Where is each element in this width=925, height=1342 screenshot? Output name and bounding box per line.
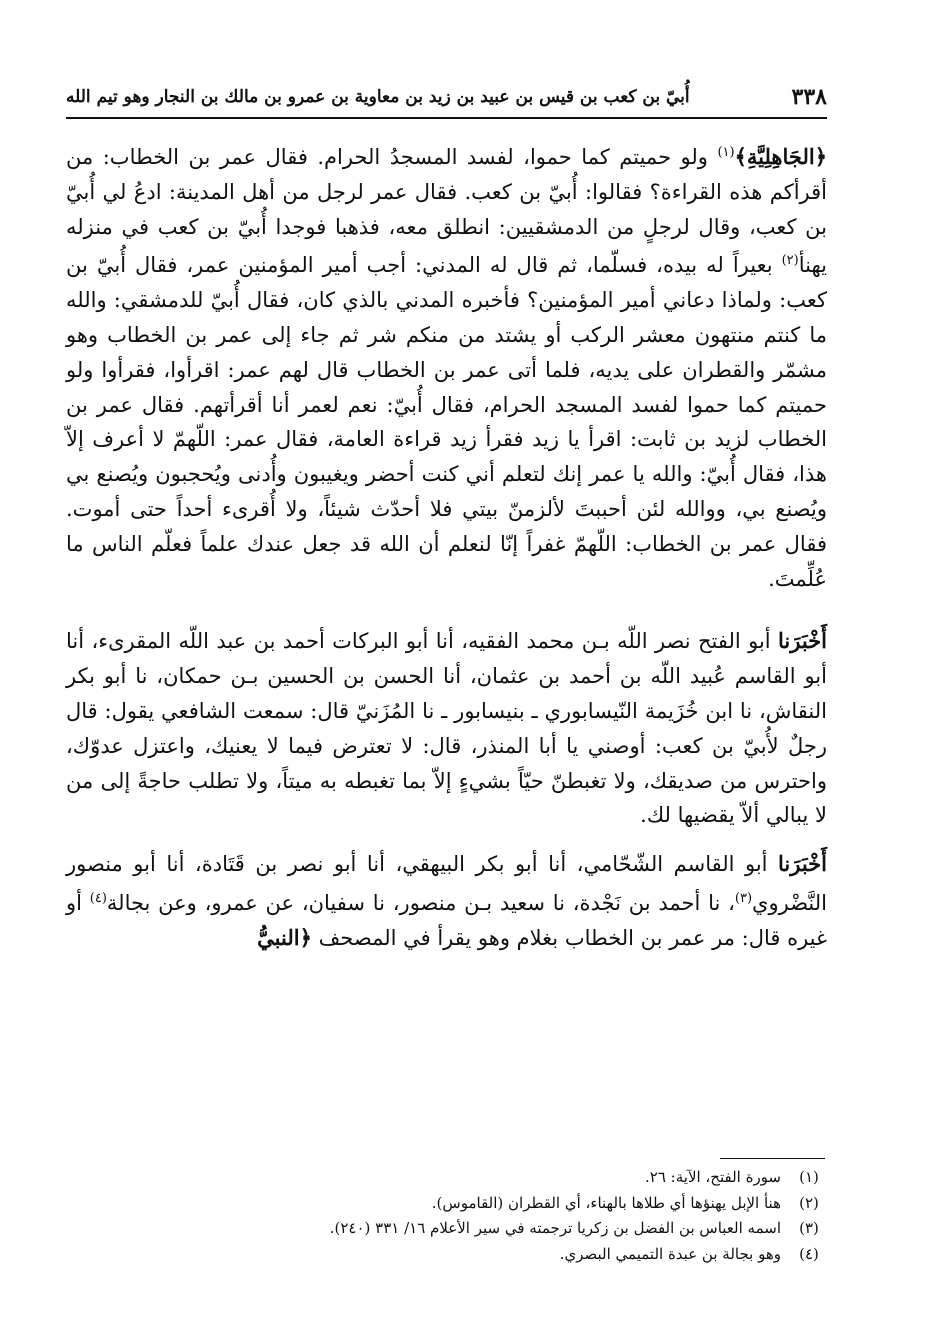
running-title: أُبيّ بن كعب بن قيس بن عبيد بن زيد بن معاوية بن عمرو بن مالك بن النجار وهو تيم الله	[66, 87, 690, 107]
akhbarana-keyword: أَخْبَرَنا	[778, 628, 827, 654]
footnote-1	[150, 1165, 827, 1191]
paragraph-2	[66, 624, 827, 833]
footnote-text: اسمه العباس بن الفضل بن زكريا ترجمته في سير الأعلام ١٦/ ٣٣١ (٢٤٠).	[329, 1219, 781, 1237]
footnote-text: وهو بجالة بن عبدة التميمي البصري.	[559, 1244, 781, 1263]
quran-quote: ﴿النبيُّ	[257, 924, 312, 950]
footnote-2	[150, 1191, 827, 1217]
paragraph-1	[66, 136, 827, 596]
header-divider	[66, 117, 827, 119]
footnote-4	[150, 1242, 827, 1268]
paragraph-3	[66, 847, 827, 955]
footnote-ref-1: (١)	[717, 145, 735, 160]
footnote-number: (١)	[799, 1168, 819, 1186]
akhbarana-keyword: أَخْبَرَنا	[778, 851, 827, 877]
quran-quote: ﴿الجَاهِلِيَّةِ﴾	[734, 144, 827, 169]
footnotes	[150, 1165, 827, 1267]
footnote-text: هنأ الإبل يهنؤها أي طلاها بالهناء، أي القطران (القاموس).	[431, 1193, 781, 1212]
paragraph-2-text: أبو الفتح نصر اللّه بـن محمد الفقيه، أنا أبو البركات أحمد بن عبد اللّه المقرىء، أنا أبو القاسم عُبيد اللّه بن أحمد بن عثمان، أنا الحسن بن الحسين بـن حمكان، نا أبو بكر النقاش، نا ابن خُزَيمة النّيسابوري ـ بنيسابور ـ نا المُزَنيّ قال: سمعت الشافعي يقول: قال رجلٌ لأُبيّ بن كعب: أوصني يا أبا المنذر، قال: لا تعترض فيما لا يعنيك، واعتزل عدوّك، واحترس من صديقك، ولا تغبطنّ حيّاً بشيءٍ إلاّ بما تغبطه به ميتاً، ولا تطلب حاجةً إلى من لا يبالي ألاّ يقضيها لك.	[66, 629, 827, 828]
paragraph-3-text-a: أبو القاسم الشّحّامي، أنا أبو بكر البيهقي، أنا أبو نصر بن قَتَادة، أنا أبو منصور النَّضْروي	[66, 852, 827, 915]
page-number: ٣٣٨	[791, 84, 827, 110]
paragraph-3-text-c: أو غيره قال: مر عمر بن الخطاب بغلام وهو يقرأ في المصحف	[66, 890, 827, 950]
footnote-divider	[720, 1158, 825, 1159]
paragraph-1-text-a: ولو حميتم كما حموا، لفسد المسجدُ الحرام. فقال عمر بن الخطاب: من أقرأكم هذه القراءة؟ فقالوا: أُبيّ بن كعب. فقال عمر لرجل من أهل المدينة: ادعُ لي أُبيّ بن كعب، وقال لرجلٍ من الدمشقيين: انطلق معه، فذهبا فوجدا أُبيّ بن كعب في منزله يهنأ	[66, 145, 827, 278]
paragraph-1-text-b: بعيراً له بيده، فسلّما، ثم قال له المدني: أجب أمير المؤمنين عمر، فقال أُبيّ بن كعب: ولماذا دعاني أمير المؤمنين؟ فأخبره المدني بالذي كان، فقال أُبيّ للدمشقي: والله ما كنتم منتهون معشر الركب أو يشتد من منكم شر ثم جاء إلى عمر بن الخطاب وهو مشمّر والقطران على يديه، فلما أتى عمر بن الخطاب قال لهم عمر: اقرأوا، فقرأوا ولو حميتم كما حموا لفسد المسجد الحرام، فقال أُبيّ: نعم لعمر أنا أقرأتهم. فقال عمر بن الخطاب لزيد بن ثابت: اقرأ يا زيد فقرأ زيد قراءة العامة، فقال عمر: اللّهمّ لا أعرف إلاّ هذا، فقال أُبيّ: والله يا عمر إنك لتعلم أني كنت أحضر ويغيبون وأُدنى ويُحجبون ويُصنع بي ويُصنع بي، ووالله لئن أحببتَ لألزمنّ بيتي فلا أحدّث شيئاً، ولا أُقرىء أحداً حتى أموت. فقال عمر بن الخطاب: اللّهمّ غفراً إنّا لنعلم أن الله قد جعل عندك علماً فعلّم الناس ما عُلِّمتَ.	[66, 253, 827, 591]
footnote-number: (٢)	[799, 1193, 819, 1212]
paragraph-3-text-b: ، نا أحمد بن نَجْدة، نا سعيد بـن منصور، نا سفيان، عن عمرو، وعن بجالة	[106, 890, 735, 915]
footnote-text: سورة الفتح، الآية: ٢٦.	[645, 1168, 781, 1186]
footnote-ref-2: (٢)	[781, 253, 799, 269]
footnote-number: (٣)	[799, 1219, 819, 1237]
main-text	[66, 136, 827, 956]
footnote-ref-3: (٣)	[734, 890, 753, 906]
footnote-ref-4: (٤)	[89, 890, 107, 906]
footnote-number: (٤)	[799, 1244, 819, 1263]
page-header	[66, 80, 827, 114]
footnote-3	[150, 1216, 827, 1242]
